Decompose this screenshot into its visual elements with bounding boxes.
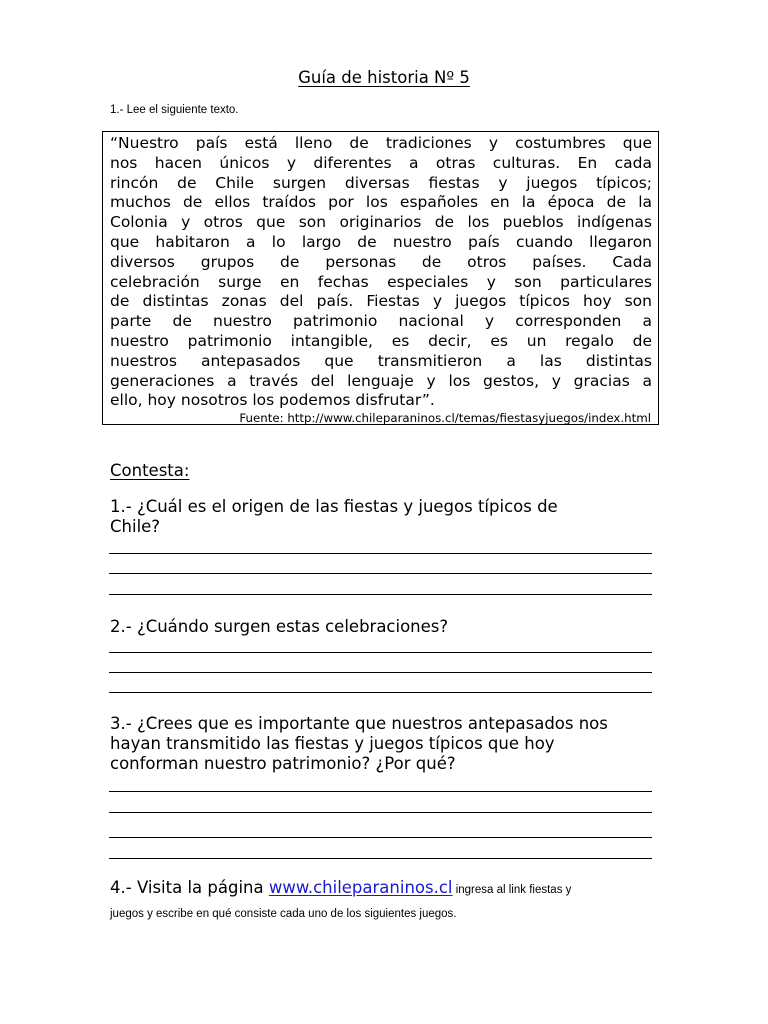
question-4-line-2: juegos y escribe en qué consiste cada uno de los siguientes juegos. [110, 908, 457, 920]
source-citation: Fuente: http://www.chileparaninos.cl/temas/fiestasyjuegos/index.html [239, 411, 651, 425]
answer-line[interactable] [109, 812, 652, 813]
question-4-prefix: 4.- Visita la página [110, 878, 269, 897]
question-4 [110, 877, 670, 925]
reading-line: nuestro patrimonio intangible, es decir, es un regalo de [110, 331, 652, 350]
reading-line: muchos de ellos traídos por los españoles en la época de la [110, 193, 652, 212]
question-line: Chile? [110, 517, 161, 536]
reading-line: parte de nuestro patrimonio nacional y corresponden a [110, 312, 652, 331]
reading-line: nuestros antepasados que transmitieron a las distintas [110, 351, 652, 370]
reading-line: ello, hoy nosotros los podemos disfrutar”. [110, 391, 435, 410]
question-2 [110, 617, 655, 637]
answer-line[interactable] [109, 594, 652, 595]
answer-line[interactable] [109, 791, 652, 792]
answer-line[interactable] [109, 858, 652, 859]
question-1 [110, 497, 655, 537]
question-line: 2.- ¿Cuándo surgen estas celebraciones? [110, 617, 449, 636]
answer-line[interactable] [109, 573, 652, 574]
reading-line: de distintas zonas del país. Fiestas y juegos típicos hoy son [110, 292, 652, 311]
reading-text [110, 134, 652, 411]
question-line: conforman nuestro patrimonio? ¿Por qué? [110, 754, 456, 773]
contesta-heading: Contesta: [110, 461, 190, 480]
question-3 [110, 714, 655, 774]
answer-line[interactable] [109, 692, 652, 693]
reading-line: Colonia y otros que son originarios de los pueblos indígenas [110, 213, 652, 232]
answer-line[interactable] [109, 672, 652, 673]
reading-line: “Nuestro país está lleno de tradiciones y costumbres que [110, 134, 652, 152]
instruction-text: 1.- Lee el siguiente texto. [110, 104, 239, 116]
page-title: Guía de historia Nº 5 [298, 68, 470, 87]
website-link[interactable]: www.chileparaninos.cl [268, 878, 453, 897]
reading-line: que habitaron a lo largo de nuestro país cuando llegaron [110, 232, 652, 251]
question-line: 3.- ¿Crees que es importante que nuestros antepasados nos [110, 714, 608, 733]
answer-line[interactable] [109, 837, 652, 838]
reading-line: diversos grupos de personas de otros países. Cada [110, 252, 652, 271]
reading-line: celebración surge en fechas especiales y son particulares [110, 272, 652, 291]
reading-line: nos hacen únicos y diferentes a otras culturas. En cada [110, 153, 652, 172]
reading-line: generaciones a través del lenguaje y los gestos, y gracias a [110, 371, 652, 390]
question-line: hayan transmitido las fiestas y juegos típicos que hoy [110, 734, 555, 753]
reading-line: rincón de Chile surgen diversas fiestas y juegos típicos; [110, 173, 652, 192]
answer-line[interactable] [109, 553, 652, 554]
question-4-suffix: ingresa al link fiestas y [452, 884, 572, 896]
answer-line[interactable] [109, 652, 652, 653]
question-line: 1.- ¿Cuál es el origen de las fiestas y juegos típicos de [110, 497, 558, 516]
